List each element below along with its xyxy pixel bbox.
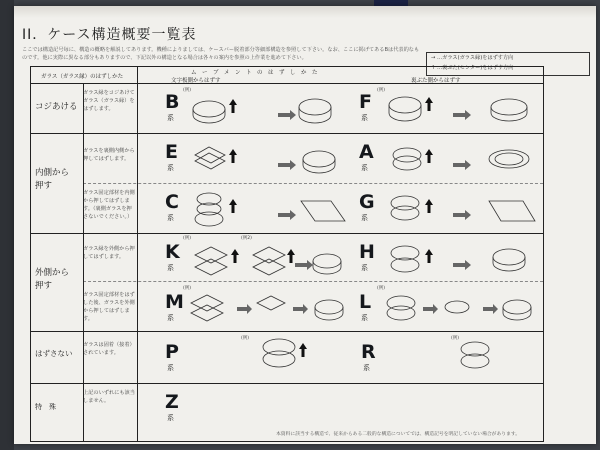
code-k: K [165,241,180,263]
desc-p: ガラスは固着（接着）されています。 [83,342,135,356]
kei-a: 系 [361,164,368,172]
kei-k: 系 [167,264,174,272]
binder-edge [0,0,14,450]
code-b: B [165,91,180,113]
header-sub-right: 裏ぶた側からはずす [411,78,461,84]
code-p: P [165,341,179,363]
desc-z: 上記のいずれにも該当しません。 [83,390,135,404]
code-c: C [165,191,179,213]
code-r: R [361,341,376,363]
kei-h: 系 [361,264,368,272]
desc-b: ガラス縁をコジあけてガラス（ガラス縁）をはずします。 [83,90,135,112]
structure-table: ガラス（ガラス縁）のはずしかた ム ー ブ メ ン ト の は ず し か た 文字板側からはずす 裏ぶた側からはずす コジあける 内側から 押す 外側から 押す はずさない 特 殊 ガラス縁をコジあけてガラス（ガラス縁）をはずします。 ガラスを裏側内側から押してはずします。 ガラス固定部材を内側から押してはずします。（裏側ガラスを押さないでください。） ガラス縁を外側から押してはずします。 ガラス固定部材をはずした後、ガラスを外側から押してはずします。 ガラスは固着（接着）されています。 上記のいずれにも該当しません。 B 系 E 系 C 系 K 系 M 系 P 系 Z 系 F 系 A 系 G 系 H 系 L 系 R 系 (例) (例) (例) (例2) (例) (例) (例) (例) [30,66,544,442]
header-sub-left: 文字板側からはずす [171,78,221,84]
kei-l: 系 [361,314,368,322]
desc-m: ガラス固定部材をはずした後、ガラスを外側から押してはずします。 [83,292,135,322]
code-e: E [165,141,178,163]
legend-back: ↑ …裏ぶた(センター)をはずす方向 [431,65,514,71]
header-span: ム ー ブ メ ン ト の は ず し か た [191,70,318,76]
code-a: A [359,141,374,163]
kei-e: 系 [167,164,174,172]
desc-c: ガラス固定部材を内側から押してはずします。（裏側ガラスを押さないでください。） [83,190,135,220]
group-pry: コジあける [35,102,78,112]
kei-f: 系 [361,114,368,122]
group-push-outside: 外側から 押す [35,268,70,291]
intro-text: ここでは構造記号毎に、構造の概略を解説してあります。機種によりましては、ケースバー脱着部分等細部構造を参照して下さい。なお、ここに掲げてあるBは代表的なものです。他に実際に異なる部分もありますので、下記以外の構造となる場合は各々の案内を参照の上作業を進めて下さい。 [22,47,420,61]
page-title: II．ケース構造概要一覧表 [22,27,197,43]
code-z: Z [165,391,179,413]
code-g: G [359,191,375,213]
kei-r: 系 [363,364,370,372]
code-h: H [359,241,375,263]
document-page [14,6,596,444]
kei-z: 系 [167,414,174,422]
footnote: 本資料に該当する構造で、従来からある二般的な構造についてでは、構造記号を明記していない場合があります。 [276,432,521,437]
group-special: 特 殊 [35,403,56,411]
code-m: M [165,291,184,313]
desc-k: ガラス縁を外側から押してはずします。 [83,246,135,260]
legend-glass: → …ガラス(ガラス縁)をはずす方向 [431,55,514,61]
group-push-inside: 内側から 押す [35,168,70,191]
kei-g: 系 [361,214,368,222]
desc-e: ガラスを裏側内側から押してはずします。 [83,148,135,162]
code-l: L [359,291,372,313]
kei-p: 系 [167,364,174,372]
group-fixed: はずさない [35,349,73,358]
header-col1: ガラス（ガラス縁）のはずしかた [41,74,124,80]
kei-b: 系 [167,114,174,122]
diagram-rows [31,67,543,441]
kei-c: 系 [167,214,174,222]
code-f: F [359,91,372,113]
kei-m: 系 [167,314,174,322]
